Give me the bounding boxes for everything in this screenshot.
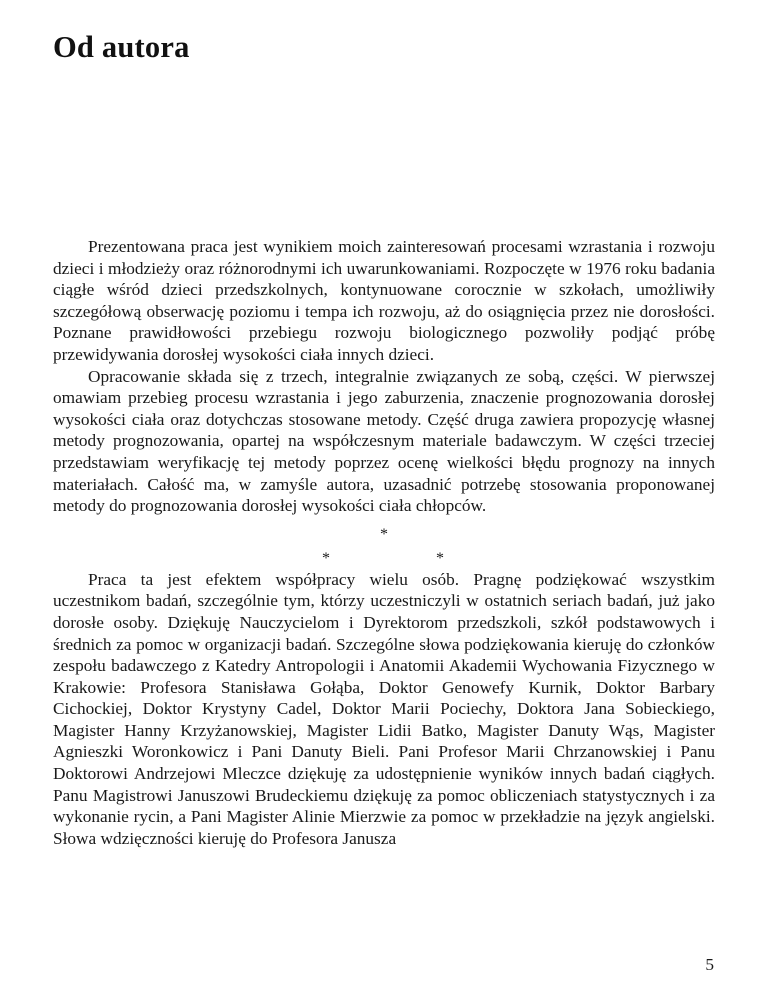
section-separator <box>53 517 715 569</box>
paragraph-introduction: Prezentowana praca jest wynikiem moich zainteresowań procesami wzrastania i rozwoju dzieci i młodzieży oraz różnorodnymi ich uwarunkowaniami. Rozpoczęte w 1976 roku badania ciągłe wśród dzieci przedszkolnych, kontynuowane corocznie w szkołach, umożliwiły szczegółową obserwację poziomu i tempa ich rozwoju, aż do osiągnięcia przez nie dorosłości. Poznane prawidłowości przebiegu rozwoju biologicznego pozwoliły podjąć próbę przewidywania dorosłej wysokości ciała innych dzieci. <box>53 237 715 364</box>
body-text <box>53 236 715 849</box>
paragraph-structure: Opracowanie składa się z trzech, integralnie związanych ze sobą, części. W pierwszej omawiam przebieg procesu wzrastania i jego zaburzenia, znaczenie prognozowania dorosłej wysokości ciała oraz dotychczas stosowane metody. Część druga zawiera propozycję własnej metody prognozowania, opartej na współczesnym materiale badawczym. W części trzeciej przedstawiam weryfikację tej metody poprzez ocenę wielkości błędu prognozy na innych materiałach. Całość ma, w zamyśle autora, uzasadnić potrzebę stosowania proponowanej metody do prognozowania dorosłej wysokości ciała chłopców. <box>53 366 715 516</box>
separator-asterisk: * <box>436 549 444 567</box>
separator-asterisk: * <box>380 525 388 543</box>
page-number: 5 <box>705 955 714 974</box>
page-title: Od autora <box>53 30 190 64</box>
separator-asterisk: * <box>322 549 330 567</box>
paragraph-acknowledgements: Praca ta jest efektem współpracy wielu osób. Pragnę podziękować wszystkim uczestnikom badań, szczególnie tym, którzy uczestniczyli w ostatnich seriach badań, już jako dorosłe osoby. Dziękuję Nauczycielom i Dyrektorom przedszkoli, szkół podstawowych i średnich za pomoc w organizacji badań. Szczególne słowa podziękowania kieruję do członków zespołu badawczego z Katedry Antropologii i Anatomii Akademii Wychowania Fizycznego w Krakowie: Profesora Stanisława Gołąba, Doktor Genowefy Kurnik, Doktor Barbary Cichockiej, Doktor Krystyny Cadel, Doktor Marii Pociechy, Doktora Jana Sobieckiego, Magister Hanny Krzyżanowskiej, Magister Lidii Batko, Magister Danuty Wąs, Magister Agnieszki Woronkowicz i Pani Danuty Bieli. Pani Profesor Marii Chrzanowskiej i Panu Doktorowi Andrzejowi Mleczce dziękuję za udostępnienie wyników innych badań ciągłych. Panu Magistrowi Januszowi Brudeckiemu dziękuję za pomoc obliczeniach statystycznych i za wykonanie rycin, a Pani Magister Alinie Mierzwie za pomoc w przekładzie na język angielski. Słowa wdzięczności kieruję do Profesora Janusza <box>53 569 715 848</box>
